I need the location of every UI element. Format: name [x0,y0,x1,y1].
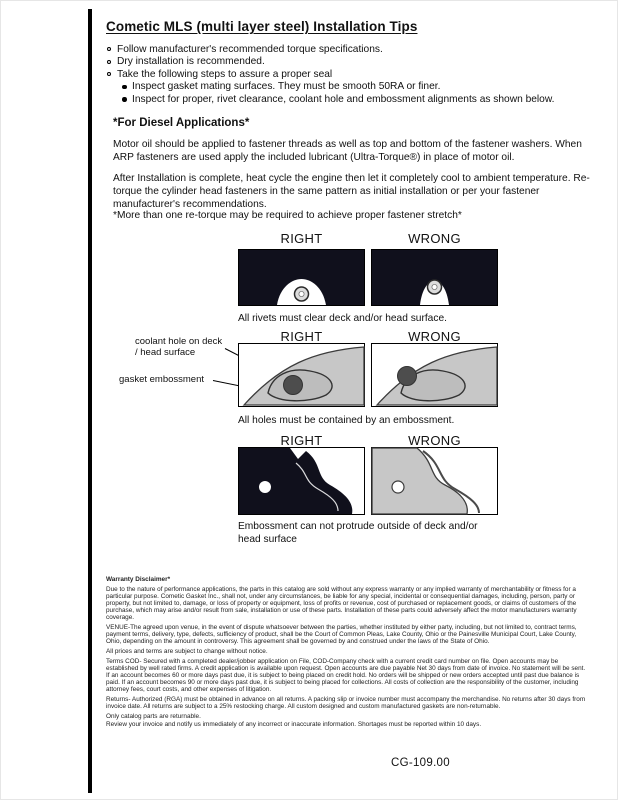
rivet-caption: All rivets must clear deck and/or head surface. [238,313,447,324]
circle-bullet-icon [107,60,111,64]
dot-bullet-icon [122,97,127,102]
diagram-section [1,229,618,561]
gasket-embossment-label: gasket embossment [119,374,205,385]
right-column-header: RIGHT [280,433,323,448]
disclaimer-heading: Warranty Disclaimer* [106,576,171,583]
tip-text: Follow manufacturer's recommended torque specifications. [117,44,383,55]
list-item [122,94,554,106]
diesel-applications-heading: *For Diesel Applications* [113,117,250,129]
disclaimer-paragraph: Terms COD- Secured with a completed dealer/jobber application on File, COD-Company check with a current credit card number on file. Open accounts may be established by well rated firms. A credit application is available upon request. Open accounts are due payable Net 30 days from date of invoice. No statement will be sent. If an account becomes 60 or more days past due, it is subject to being placed on credit hold. No orders will be shipped or new orders accepted until past due balance is paid. If an account becomes 90 or more days past due, it is subject to being placed for collections. All costs of collection are the responsibility of the customer, including attorney fees, court costs, and other expenses of litigation. [106,658,586,693]
right-column-header: RIGHT [280,329,323,344]
embossment-right-diagram [238,343,365,407]
rivet-right-panel [238,249,365,306]
disclaimer-paragraph: Review your invoice and notify us immediately of any incorrect or inaccurate information. Shortages must be reported within 10 days. [106,721,482,728]
embossment-wrong-diagram [371,343,498,407]
protrusion-caption: Embossment can not protrude outside of deck and/or head surface [238,521,478,545]
list-item [107,69,554,81]
dot-bullet-icon [122,85,127,90]
tips-list [107,44,554,106]
rivet-wrong-diagram [371,249,498,306]
holes-caption: All holes must be contained by an embossment. [238,415,455,426]
list-item [107,56,554,68]
tip-text: Inspect for proper, rivet clearance, coolant hole and embossment alignments as shown below. [132,93,555,105]
list-item [107,44,554,56]
disclaimer-paragraph: All prices and terms are subject to change without notice. [106,648,268,655]
circle-bullet-icon [107,47,111,51]
disclaimer-paragraph: Due to the nature of performance applications, the parts in this catalog are sold without any express warranty or any implied warranty of merchantability or fitness for a particular purpose. Cometic Gasket Inc., shall not, under any circumstances, be liable for any special, incidental or consequential damages, including, person, party or property, but not limited to, damage, or loss of property or equipment, loss of profits or revenue, cost of purchased or replacement goods, or claims of customers of the purchase, which may arise and/or result from sale, installation or use of these parts. Installation of these parts could adversely affect the motor manufacturers warranty coverage. [106,586,577,621]
warranty-disclaimer [106,576,588,731]
protrusion-right-diagram [238,447,365,515]
list-item [122,81,554,93]
page-code: CG-109.00 [391,757,450,769]
wrong-column-header: WRONG [408,433,461,448]
retorque-note: *More than one re-torque may be required to achieve proper fastener stretch* [113,210,462,221]
wrong-column-header: WRONG [408,231,461,246]
sub-list [122,81,554,106]
page-title: Cometic MLS (multi layer steel) Installation Tips [106,19,418,34]
wrong-column-header: WRONG [408,329,461,344]
motor-oil-paragraph: Motor oil should be applied to fastener threads as well as top and bottom of the fastener washers. When ARP fasteners are used apply the included lubricant (Ultra-Torque®) in place of motor oil. [113,139,582,163]
heat-cycle-paragraph: After Installation is complete, heat cycle the engine then let it completely cool to ambient temperature. Re-torque the cylinder head fasteners in the same pattern as initial installation or per your fastener manufacturer's recommendations. [113,173,590,210]
protrusion-right-panel [238,447,365,515]
embossment-wrong-panel [371,343,498,407]
coolant-hole-label: coolant hole on deck / head surface [135,336,223,358]
circle-bullet-icon [107,72,111,76]
protrusion-wrong-panel [371,447,498,515]
rivet-right-diagram [238,249,365,306]
disclaimer-paragraph: Returns- Authorized (RGA) must be obtained in advance on all returns. A packing slip or invoice number must accompany the merchandise. No returns after 30 days from invoice date. All returns are subject to a 25% restocking charge. All custom designed and custom manufactured gaskets are non-returnable. [106,696,586,710]
protrusion-wrong-diagram [371,447,498,515]
tip-text: Dry installation is recommended. [117,56,265,68]
disclaimer-paragraph: Only catalog parts are returnable. [106,713,201,720]
embossment-right-panel [238,343,365,407]
right-column-header: RIGHT [280,231,323,246]
tip-text: Take the following steps to assure a proper seal [117,68,333,80]
disclaimer-paragraph: VENUE-The agreed upon venue, in the event of dispute whatsoever between the parties, whether instituted by either party, including, but not limited to, contract terms, payment terms, delivery, type, defects, sufficiency of product, shall be the Court of Common Pleas, Lake County, Ohio or the Painesville Municipal Court, Lake County, Ohio, depending on the amount in controversy. This agreement shall be governed by and construed under the laws of the State of Ohio. [106,624,577,645]
tip-text: Inspect gasket mating surfaces. They must be smooth 50RA or finer. [132,81,441,93]
rivet-wrong-panel [371,249,498,306]
